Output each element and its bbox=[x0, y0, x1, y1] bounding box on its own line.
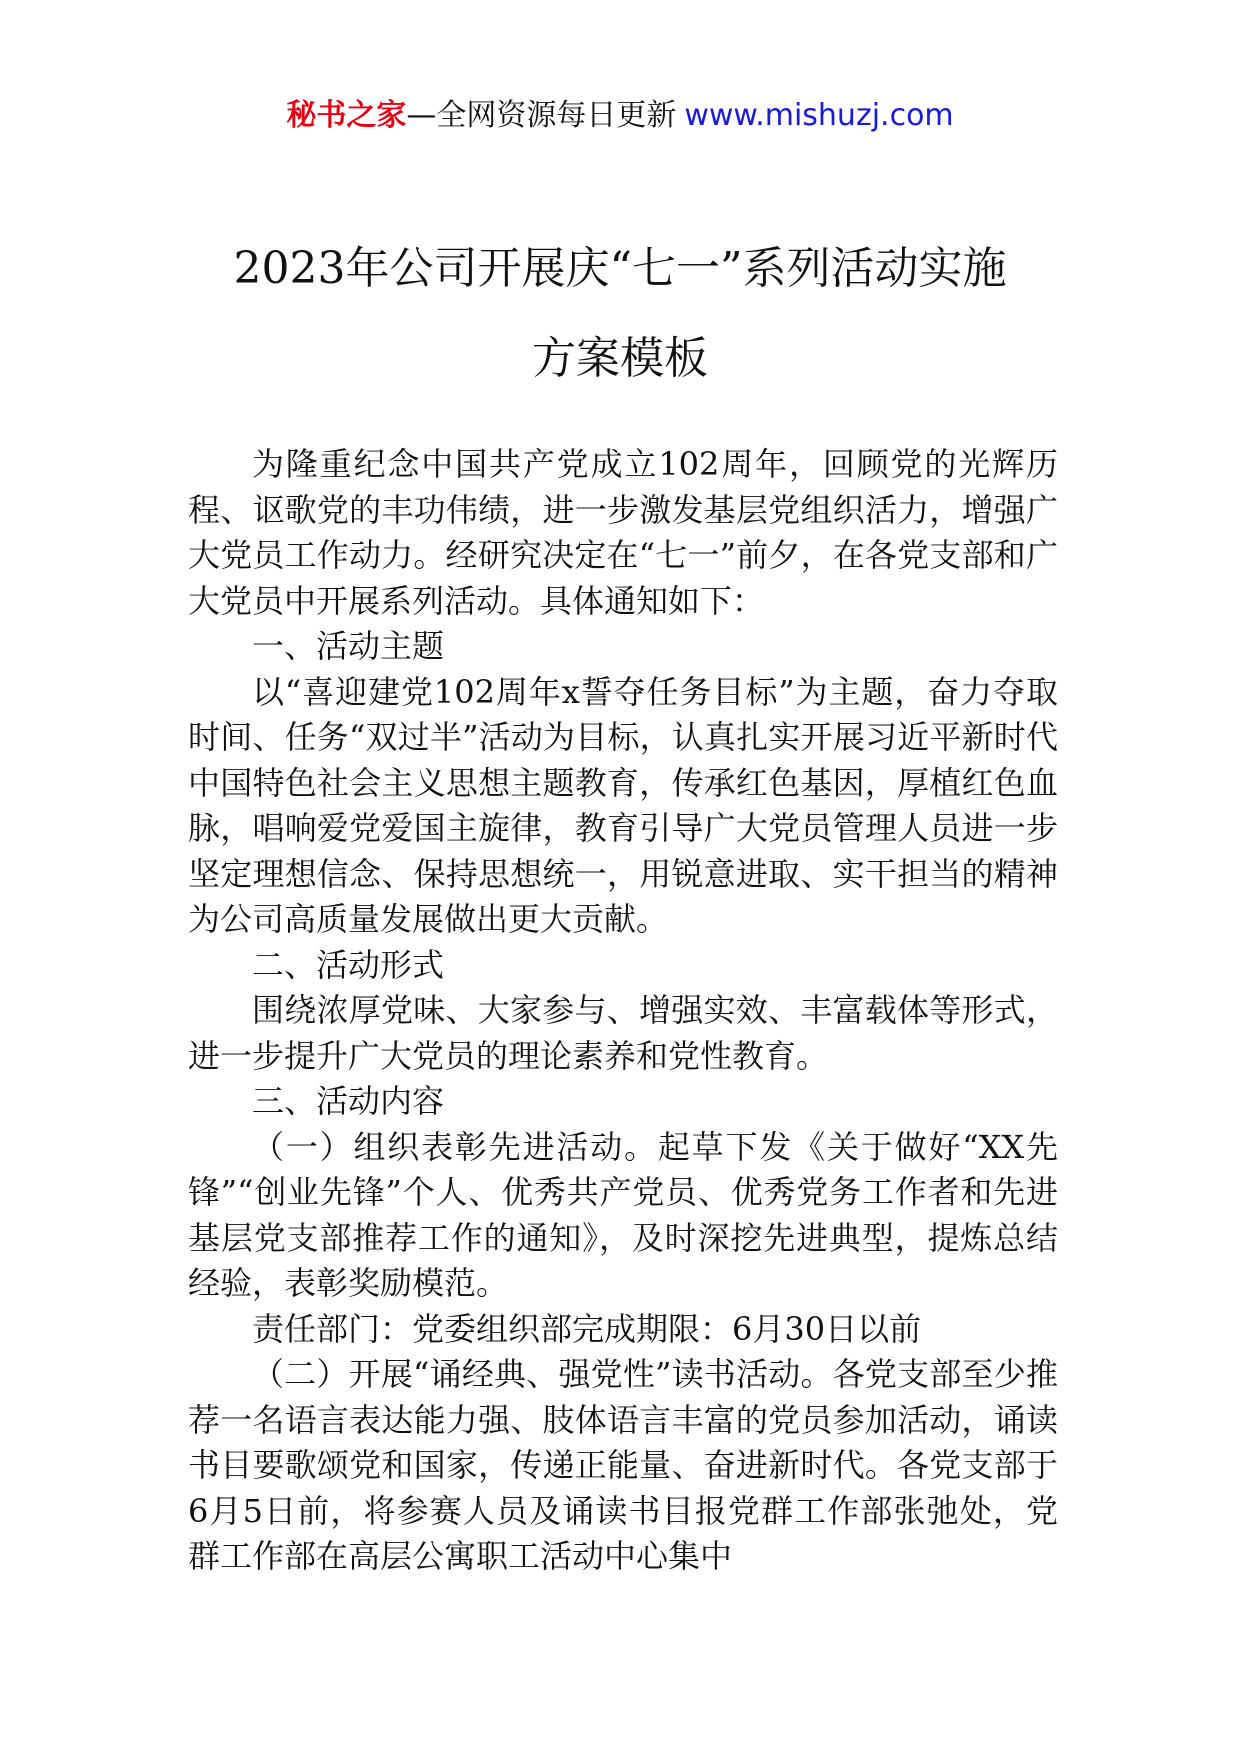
title-line-1: 2023年公司开展庆“七一”系列活动实施 bbox=[233, 243, 1007, 294]
site-brand: 秘书之家 bbox=[286, 98, 407, 133]
site-tagline: —全网资源每日更新 bbox=[406, 98, 677, 133]
content-item-2: （二）开展“诵经典、强党性”读书活动。各党支部至少推荐一名语言表达能力强、肢体语言丰富的党员参加活动，诵读书目要歌颂党和国家，传递正能量、奋进新时代。各党支部于6月5日前，将参赛人员及诵读书目报党群工作部张弛处，党群工作部在高层公寓职工活动中心集中 bbox=[188, 1355, 1058, 1575]
site-header bbox=[0, 96, 1240, 136]
site-url-link[interactable]: www.mishuzj.com bbox=[684, 98, 954, 133]
document-body bbox=[188, 442, 1058, 1580]
document-title bbox=[0, 224, 1240, 404]
theme-paragraph: 以“喜迎建党102周年x誓夺任务目标”为主题，奋力夺取时间、任务“双过半”活动为目标，认真扎实开展习近平新时代中国特色社会主义思想主题教育，传承红色基因，厚植红色血脉，唱响爱党爱国主旋律，教育引导广大党员管理人员进一步坚定理想信念、保持思想统一，用锐意进取、实干担当的精神为公司高质量发展做出更大贡献。 bbox=[188, 672, 1058, 938]
form-paragraph: 围绕浓厚党味、大家参与、增强实效、丰富载体等形式，进一步提升广大党员的理论素养和党性教育。 bbox=[188, 991, 1058, 1075]
section-heading-content: 三、活动内容 bbox=[252, 1082, 445, 1120]
section-heading-form: 二、活动形式 bbox=[252, 945, 445, 984]
section-heading-theme: 一、活动主题 bbox=[252, 627, 445, 665]
content-item-1: （一）组织表彰先进活动。起草下发《关于做好“XX先锋”“创业先锋”个人、优秀共产党员、优秀党务工作者和先进基层党支部推荐工作的通知》，及时深挖先进典型，提炼总结经验，表彰奖励模范。 bbox=[188, 1127, 1058, 1302]
responsibility-line: 责任部门：党委组织部完成期限：6月30日以前 bbox=[252, 1309, 922, 1348]
intro-paragraph: 为隆重纪念中国共产党成立102周年，回顾党的光辉历程、讴歌党的丰功伟绩，进一步激发基层党组织活力，增强广大党员工作动力。经研究决定在“七一”前夕，在各党支部和广大党员中开展系列活动。具体通知如下： bbox=[188, 445, 1058, 620]
title-line-2: 方案模板 bbox=[532, 333, 708, 384]
